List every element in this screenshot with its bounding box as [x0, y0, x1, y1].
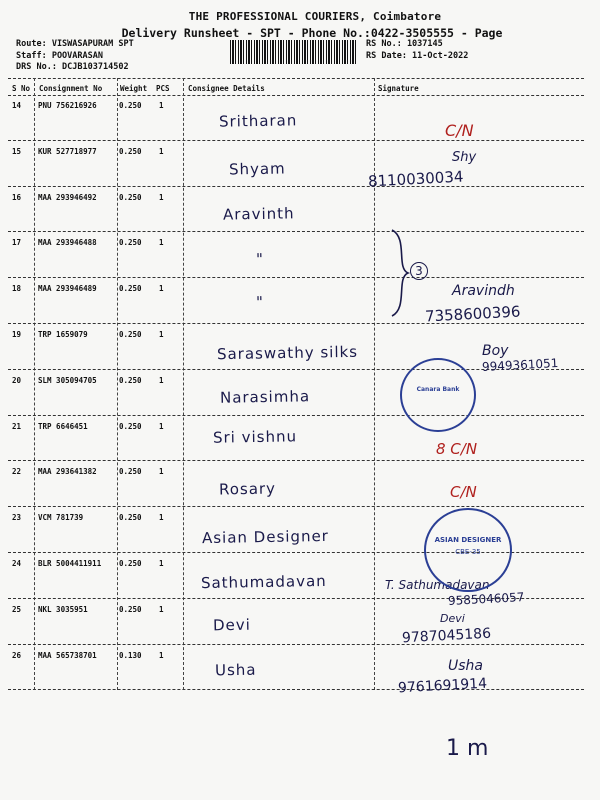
- row-rule: [8, 323, 584, 324]
- cell-weight: 0.130: [119, 650, 142, 660]
- signature: Usha: [448, 658, 483, 674]
- cell-pcs: 1: [159, 101, 164, 110]
- cell-weight: 0.250: [119, 513, 142, 523]
- consignee-name: Asian Designer: [201, 526, 330, 548]
- signature-phone: 7358600396: [424, 302, 521, 326]
- consignee-name: Narasimha: [219, 387, 311, 407]
- signature-phone: 9787045186: [401, 625, 492, 647]
- consignee-name: Sathumadavan: [200, 571, 327, 593]
- signature: 8 C/N: [436, 440, 478, 458]
- row-rule: [8, 644, 584, 645]
- cell-consignment: VCM 781739: [38, 513, 84, 523]
- cell-sno: 20: [12, 375, 22, 385]
- cell-sno: 21: [12, 421, 22, 431]
- cell-pcs: 1: [159, 146, 164, 156]
- signature-phone: 9761691914: [397, 675, 488, 697]
- route-label: Route: VISWASAPURAM SPT: [16, 39, 134, 49]
- barcode: [230, 40, 358, 64]
- consignee-name: Sritharan: [218, 111, 298, 131]
- consignee-name: ": [255, 249, 265, 269]
- cell-consignment: TRP 6646451: [38, 421, 88, 431]
- footer-mark: 1 m: [446, 736, 489, 761]
- cell-sno: 17: [12, 238, 22, 248]
- cell-consignment: KUR 527718977: [38, 146, 97, 156]
- col-header-consignment: Consignment No: [39, 84, 103, 93]
- cell-pcs: 1: [159, 513, 164, 523]
- cell-pcs: 1: [159, 238, 164, 248]
- table-top-rule: [8, 78, 584, 79]
- cell-consignment: MAA 293641382: [38, 467, 97, 477]
- runsheet-subtitle: Delivery Runsheet - SPT - Phone No.:0422-3505555 - Page: [121, 26, 503, 40]
- col-header-weight: Weight: [120, 84, 148, 93]
- cell-sno: 26: [12, 650, 22, 660]
- asian-stamp-text: ASIAN DESIGNER: [434, 536, 502, 544]
- cell-consignment: SLM 305094705: [38, 375, 97, 385]
- consignee-name: ": [255, 292, 265, 312]
- signature-phone: 9585046057: [447, 590, 525, 608]
- meta-left: [16, 39, 134, 74]
- cell-weight: 0.250: [119, 238, 142, 248]
- cell-sno: 22: [12, 467, 22, 477]
- asian-stamp-sub: CBE-35: [455, 548, 481, 556]
- cell-pcs: 1: [159, 421, 164, 431]
- cell-consignment: MAA 293946492: [38, 192, 97, 202]
- cell-pcs: 1: [159, 284, 164, 294]
- signature: T. Sathumadavan: [385, 578, 490, 592]
- signature-phone: 8110030034: [367, 167, 464, 191]
- row-rule: [8, 415, 584, 416]
- cell-weight: 0.250: [119, 146, 142, 156]
- col-header-signature: Signature: [378, 84, 419, 93]
- cell-pcs: 1: [159, 330, 164, 339]
- cell-sno: 24: [12, 559, 22, 568]
- cell-weight: 0.250: [119, 467, 142, 477]
- cell-consignment: BLR 5004411911: [38, 559, 102, 568]
- signature: Boy: [482, 343, 509, 359]
- signature: Devi: [440, 612, 465, 625]
- cell-weight: 0.250: [119, 284, 142, 294]
- cell-weight: 0.250: [119, 330, 142, 339]
- consignee-name: Aravinth: [222, 204, 295, 224]
- rs-number: RS No.: 1037145: [366, 39, 443, 49]
- signature: Shy: [452, 150, 477, 165]
- row-rule: [8, 140, 584, 141]
- row-rule: [8, 231, 584, 232]
- bracket-note: 3: [410, 262, 428, 280]
- cell-weight: 0.250: [119, 192, 142, 202]
- signature-phone: 9949361051: [481, 356, 559, 374]
- drs-label: DRS No.: DCJB103714502: [16, 62, 129, 72]
- signature: C/N: [450, 483, 477, 501]
- row-rule: [8, 506, 584, 507]
- col-header-sno: S No: [12, 84, 31, 93]
- cell-consignment: NKL 3035951: [38, 604, 88, 614]
- cell-consignment: MAA 293946489: [38, 284, 97, 294]
- bank-stamp: [400, 358, 476, 432]
- asian-designer-stamp: [424, 508, 512, 592]
- signature: Aravindh: [452, 283, 515, 299]
- row-rule: [8, 277, 584, 278]
- row-rule: [8, 186, 584, 187]
- row-rule: [8, 460, 584, 461]
- cell-consignment: MAA 293946488: [38, 238, 97, 248]
- staff-label: Staff: POOVARASAN: [16, 50, 103, 61]
- cell-pcs: 1: [159, 192, 164, 202]
- cell-pcs: 1: [159, 375, 164, 385]
- cell-consignment: PNU 756216926: [38, 101, 97, 110]
- rs-date: RS Date: 11-Oct-2022: [366, 50, 469, 61]
- table-header-rule: [8, 95, 584, 96]
- cell-pcs: 1: [159, 604, 164, 614]
- col-header-pcs: PCS: [156, 84, 170, 93]
- consignee-name: Sri vishnu: [212, 427, 298, 447]
- consignee-name: Usha: [214, 660, 257, 680]
- cell-sno: 23: [12, 513, 22, 523]
- bank-stamp-text: Canara Bank: [416, 386, 460, 393]
- col-header-consignee: Consignee Details: [188, 84, 265, 93]
- cell-consignment: MAA 565738701: [38, 650, 97, 660]
- cell-consignment: TRP 1659079: [38, 330, 88, 339]
- cell-weight: 0.250: [119, 559, 142, 568]
- meta-right: [366, 39, 468, 62]
- cell-weight: 0.250: [119, 604, 142, 614]
- consignee-name: Saraswathy silks: [216, 342, 359, 364]
- cell-pcs: 1: [159, 559, 164, 568]
- cell-weight: 0.250: [119, 101, 142, 110]
- company-title: THE PROFESSIONAL COURIERS, Coimbatore: [188, 10, 442, 23]
- cell-sno: 14: [12, 101, 22, 110]
- cell-weight: 0.250: [119, 375, 142, 385]
- row-rule: [8, 689, 584, 690]
- cell-weight: 0.250: [119, 421, 142, 431]
- consignee-name: Devi: [212, 615, 251, 635]
- cell-sno: 19: [12, 330, 22, 339]
- cell-pcs: 1: [159, 650, 164, 660]
- cell-sno: 18: [12, 284, 22, 294]
- consignee-name: Rosary: [218, 479, 277, 499]
- consignee-name: Shyam: [228, 159, 286, 179]
- cell-pcs: 1: [159, 467, 164, 477]
- cell-sno: 25: [12, 604, 22, 614]
- signature: C/N: [445, 121, 474, 140]
- cell-sno: 15: [12, 146, 22, 156]
- cell-sno: 16: [12, 192, 22, 202]
